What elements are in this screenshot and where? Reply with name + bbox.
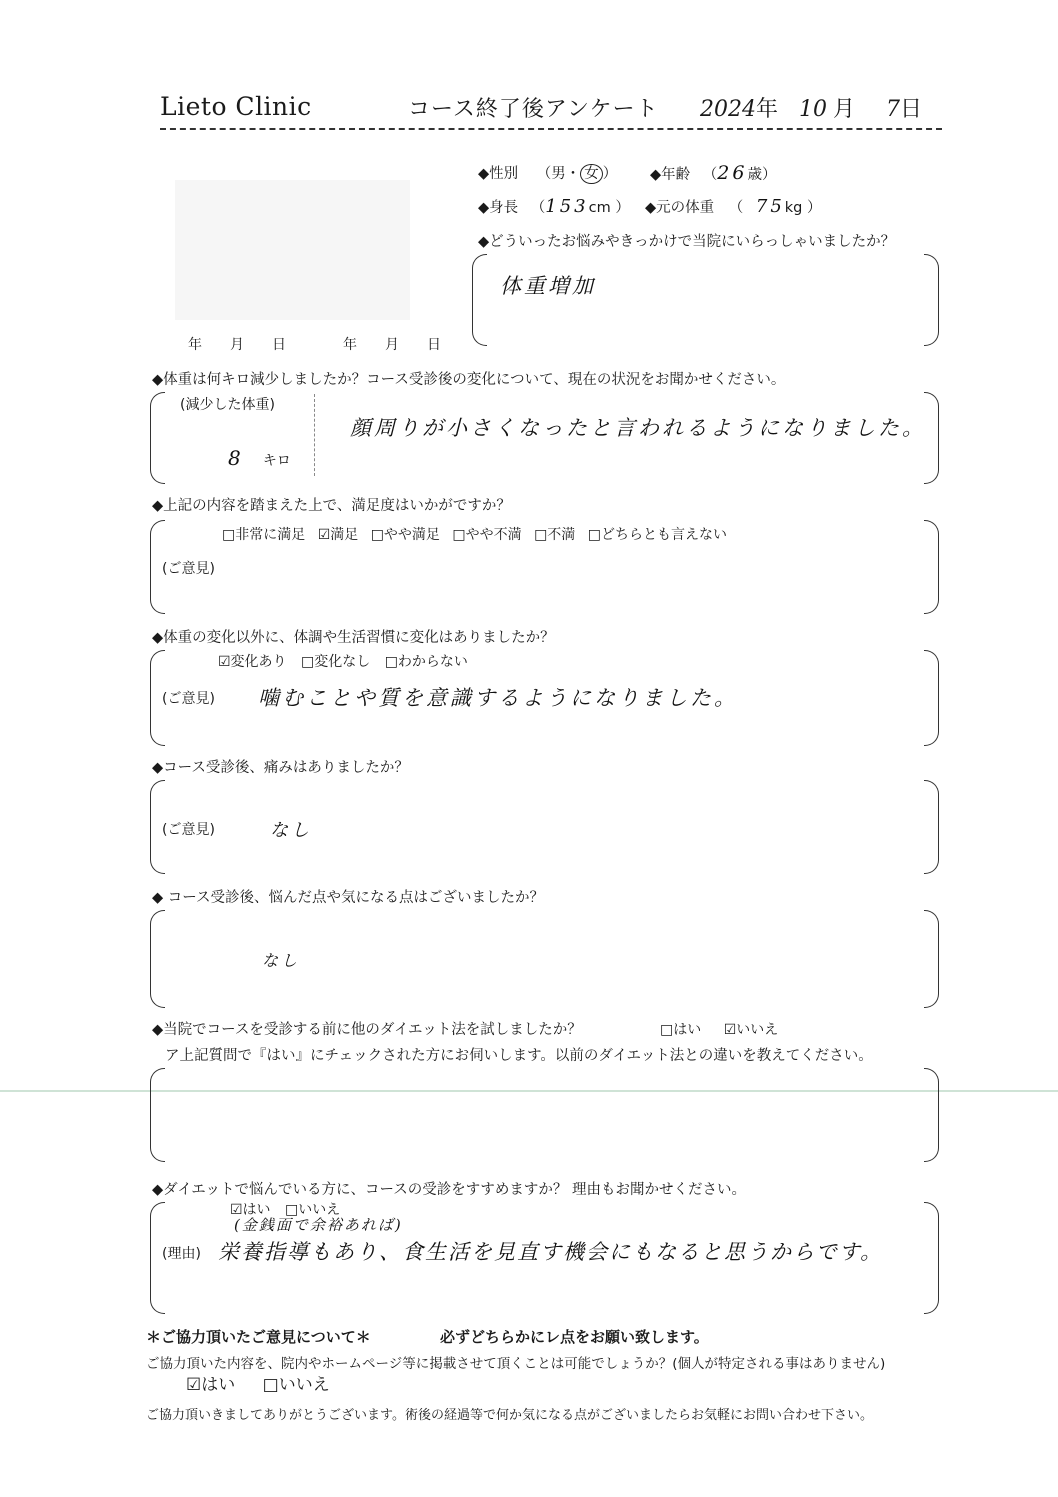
height-row bbox=[478, 196, 630, 217]
satisfaction-option-satisfied[interactable]: ☑満足 bbox=[317, 527, 359, 543]
original-weight-value: 75 bbox=[755, 196, 785, 217]
lifestyle-option-changed[interactable]: ☑変化あり bbox=[218, 654, 287, 670]
gender-male: 男・ bbox=[551, 166, 581, 182]
recommend-reason-label: (理由) bbox=[162, 1246, 201, 1262]
satisfaction-option-dissatisfied[interactable]: □不満 bbox=[534, 527, 576, 543]
height-value: 153 bbox=[545, 196, 589, 217]
concerns-bracket-right bbox=[924, 910, 939, 1008]
recommend-option-no[interactable]: □いいえ bbox=[285, 1202, 341, 1218]
thanks-message: ご協力頂いきましてありがとうございます。術後の経過等で何か気になる点がございましたらお気軽にお問い合わせ下さい。 bbox=[146, 1408, 873, 1423]
age-row bbox=[650, 162, 776, 184]
day-unit: 日 bbox=[900, 97, 923, 122]
reason-bracket-left bbox=[472, 254, 487, 346]
photo-date-right: 年 月 日 bbox=[343, 337, 441, 353]
weight-unit: kg ） bbox=[784, 200, 822, 216]
satisfaction-options bbox=[222, 524, 727, 544]
satisfaction-option-very-satisfied[interactable]: □非常に満足 bbox=[222, 527, 306, 543]
concerns-answer: なし bbox=[262, 951, 301, 970]
gender-female-selected: 女 bbox=[580, 164, 603, 184]
age-open: （ bbox=[702, 167, 718, 183]
weight-lost-value: 8 bbox=[228, 446, 244, 470]
gender-open: （ bbox=[536, 166, 552, 182]
height-label: ◆身長 bbox=[478, 200, 519, 216]
weight-lost-unit: キロ bbox=[262, 453, 291, 469]
lifestyle-bracket-right bbox=[924, 650, 939, 746]
gender-row bbox=[478, 162, 617, 184]
year-unit: 年 bbox=[756, 97, 779, 122]
height-unit: cm ） bbox=[588, 200, 630, 216]
other-diet-bracket-left bbox=[150, 1068, 165, 1162]
permission-option-yes[interactable]: ☑はい bbox=[186, 1375, 236, 1395]
check-request: 必ずどちらかにレ点をお願い致します。 bbox=[440, 1328, 709, 1346]
photo-date-left: 年 月 日 bbox=[188, 337, 286, 353]
lifestyle-options bbox=[218, 651, 468, 671]
weight-loss-comment: 顔周りが小さくなったと言われるようになりました。 bbox=[350, 416, 926, 440]
satisfaction-opinion-label: (ご意見) bbox=[162, 561, 215, 577]
concerns-bracket-left bbox=[150, 910, 165, 1008]
satisfaction-option-somewhat-satisfied[interactable]: □やや満足 bbox=[370, 527, 440, 543]
other-diet-question: ◆当院でコースを受診する前に他のダイエット法を試しましたか？ bbox=[152, 1022, 582, 1038]
lifestyle-opinion: 噛むことや質を意識するようになりました。 bbox=[258, 686, 738, 710]
satisfaction-option-somewhat-dissatisfied[interactable]: □やや不満 bbox=[452, 527, 522, 543]
date-year: 2024 bbox=[700, 97, 756, 122]
recommend-bracket-right bbox=[924, 1202, 939, 1314]
lifestyle-question: ◆体重の変化以外に、体調や生活習慣に変化はありましたか？ bbox=[152, 630, 555, 646]
age-value: 26 bbox=[717, 162, 748, 184]
other-diet-followup: ア上記質問で『はい』にチェックされた方にお伺いします。以前のダイエット法との違いを教えてください。 bbox=[165, 1048, 873, 1064]
recommend-note: (金銭面で余裕あれば) bbox=[234, 1216, 403, 1234]
recommend-reason: 栄養指導もあり、食生活を見直す機会にもなると思うからです。 bbox=[218, 1240, 884, 1264]
before-after-photo-area bbox=[175, 180, 410, 320]
pain-question: ◆コース受診後、痛みはありましたか？ bbox=[152, 760, 409, 776]
recommend-option-yes[interactable]: ☑はい bbox=[230, 1202, 271, 1218]
pain-opinion: なし bbox=[270, 820, 312, 841]
weight-loss-bracket-right bbox=[924, 392, 939, 484]
weight-lost-row bbox=[228, 446, 291, 470]
reason-question: ◆どういったお悩みやきっかけで当院にいらっしゃいましたか？ bbox=[478, 234, 896, 250]
reason-bracket-right bbox=[924, 254, 939, 346]
other-diet-option-yes[interactable]: □はい bbox=[660, 1022, 702, 1038]
permission-options bbox=[186, 1370, 330, 1395]
page-title: コース終了後アンケート bbox=[408, 97, 659, 122]
other-diet-options bbox=[660, 1019, 778, 1039]
month-unit: 月 bbox=[833, 97, 856, 122]
age-label: ◆年齢 bbox=[650, 167, 691, 183]
clinic-logo: Lieto Clinic bbox=[160, 92, 312, 121]
opinion-heading: ＊ご協力頂いたご意見について＊ bbox=[146, 1328, 371, 1346]
weight-open: （ bbox=[728, 200, 744, 216]
weight-row bbox=[645, 196, 822, 217]
reason-answer: 体重増加 bbox=[500, 274, 596, 298]
pain-bracket-right bbox=[924, 780, 939, 874]
permission-option-no[interactable]: □いいえ bbox=[262, 1375, 330, 1395]
date-day: 7 bbox=[886, 97, 901, 122]
satisfaction-question: ◆上記の内容を踏まえた上で、満足度はいかがですか？ bbox=[152, 498, 511, 514]
recommend-question: ◆ダイエットで悩んでいる方に、コースの受診をすすめますか？ 理由もお聞かせください。 bbox=[152, 1182, 747, 1198]
weight-loss-question: ◆体重は何キロ減少しましたか？コース受診後の変化について、現在の状況をお聞かせください。 bbox=[152, 372, 786, 388]
lifestyle-option-unknown[interactable]: □わからない bbox=[384, 654, 468, 670]
survey-date bbox=[700, 92, 922, 123]
other-diet-bracket-right bbox=[924, 1068, 939, 1162]
pain-opinion-label: (ご意見) bbox=[162, 822, 215, 838]
age-unit: 歳） bbox=[747, 167, 777, 183]
weight-loss-bracket-left bbox=[150, 392, 165, 484]
height-open: （ bbox=[530, 200, 546, 216]
weight-lost-label: (減少した体重) bbox=[180, 397, 275, 413]
header-divider bbox=[160, 128, 942, 130]
weight-loss-divider bbox=[314, 394, 315, 476]
permission-question: ご協力頂いた内容を、院内やホームページ等に掲載させて頂くことは可能でしょうか？(個人が特定される事はありません) bbox=[146, 1356, 886, 1372]
date-month: 10 bbox=[799, 97, 828, 122]
concerns-question: ◆ コース受診後、悩んだ点や気になる点はございましたか？ bbox=[152, 890, 545, 906]
gender-label: ◆性別 bbox=[478, 166, 519, 182]
satisfaction-option-neither[interactable]: □どちらとも言えない bbox=[587, 527, 727, 543]
other-diet-option-no[interactable]: ☑いいえ bbox=[723, 1022, 779, 1038]
lifestyle-option-no-change[interactable]: □変化なし bbox=[301, 654, 371, 670]
gender-close: ） bbox=[602, 166, 618, 182]
satisfaction-bracket-right bbox=[924, 520, 939, 614]
lifestyle-opinion-label: (ご意見) bbox=[162, 691, 215, 707]
original-weight-label: ◆元の体重 bbox=[645, 200, 715, 216]
